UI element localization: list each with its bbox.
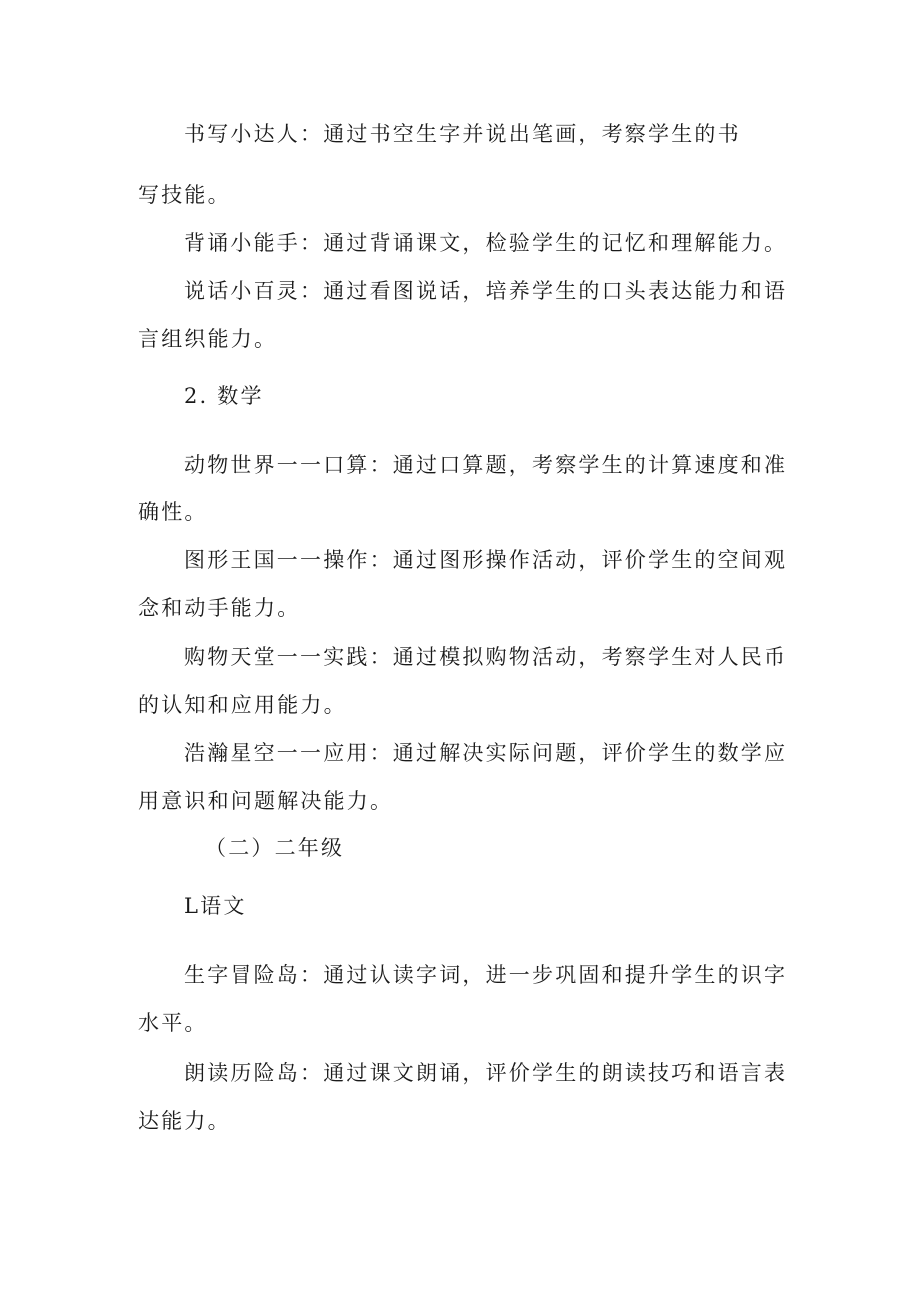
- heading-chinese: L语文: [184, 894, 247, 918]
- para-shopping-line-2: 的认知和应用能力。: [138, 693, 347, 717]
- para-speaking-line-2: 言组织能力。: [138, 327, 278, 351]
- para-reading-line-2: 达能力。: [138, 1109, 231, 1133]
- para-characters-line-2: 水平。: [138, 1011, 208, 1035]
- heading-math: 2. 数学: [184, 384, 264, 408]
- para-shopping-line-1: 购物天堂一一实践：通过模拟购物活动，考察学生对人民币: [184, 645, 788, 669]
- para-writing-line-1: 书写小达人：通过书空生字并说出笔画，考察学生的书: [184, 122, 741, 146]
- para-mental-math-line-2: 确性。: [138, 500, 208, 524]
- para-recite: 背诵小能手：通过背诵课文，检验学生的记忆和理解能力。: [184, 231, 788, 255]
- para-shapes-line-2: 念和动手能力。: [138, 596, 301, 620]
- para-stars-line-2: 用意识和问题解决能力。: [138, 789, 394, 813]
- para-reading-line-1: 朗读历险岛：通过课文朗诵，评价学生的朗读技巧和语言表: [184, 1061, 788, 1085]
- para-speaking-line-1: 说话小百灵：通过看图说话，培养学生的口头表达能力和语: [184, 279, 788, 303]
- para-writing-line-2: 写技能。: [138, 183, 231, 207]
- para-shapes-line-1: 图形王国一一操作：通过图形操作活动，评价学生的空间观: [184, 548, 788, 572]
- para-characters-line-1: 生字冒险岛：通过认读字词，进一步巩固和提升学生的识字: [184, 963, 788, 987]
- para-stars-line-1: 浩瀚星空一一应用：通过解决实际问题，评价学生的数学应: [184, 741, 788, 765]
- heading-grade-two: （二）二年级: [205, 836, 345, 860]
- para-mental-math-line-1: 动物世界一一口算：通过口算题，考察学生的计算速度和准: [184, 453, 788, 477]
